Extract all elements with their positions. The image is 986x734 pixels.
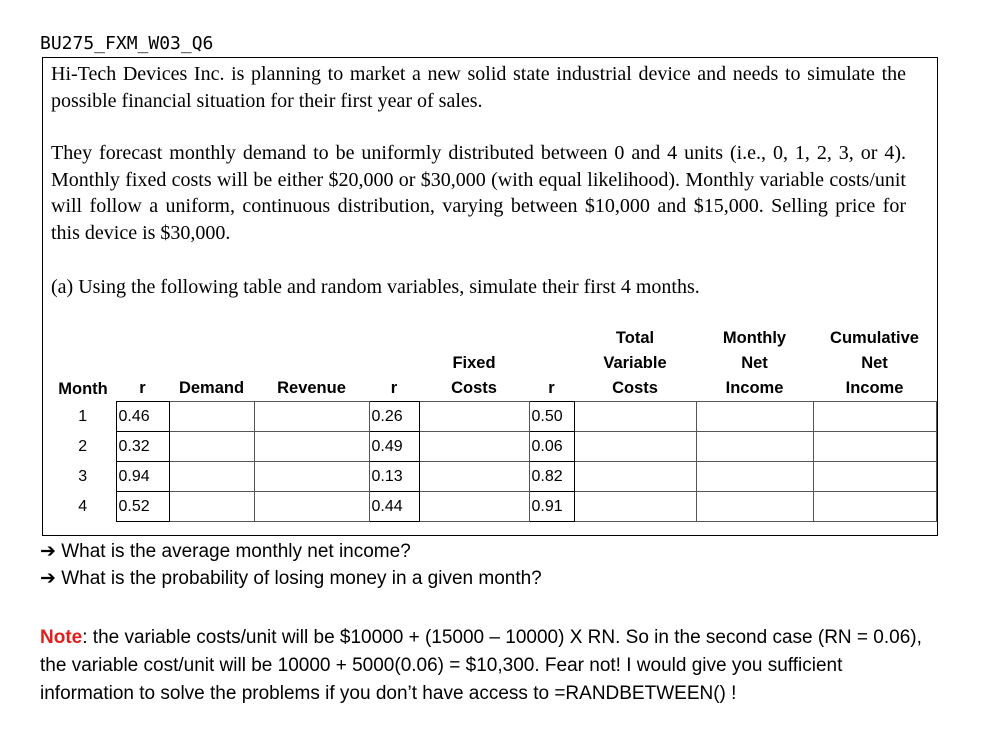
header-line: Net (861, 354, 888, 372)
empty-cell (574, 432, 696, 462)
cell-r3: 0.91 (529, 492, 574, 522)
cell-r2: 0.13 (369, 462, 419, 492)
cell-r1: 0.94 (116, 462, 169, 492)
empty-cell (574, 492, 696, 522)
cell-r1: 0.52 (116, 492, 169, 522)
header-line: Monthly (722, 329, 787, 347)
cell-month: 4 (78, 497, 88, 515)
cell-r1: 0.32 (116, 432, 169, 462)
empty-cell (813, 402, 936, 432)
assumptions-paragraph: They forecast monthly demand to be uniformly distributed between 0 and 4 units (i.e., 0, 1, 2, 3, or 4). Monthly fixed costs will be either $20,000 or $30,000 (with equal likelihood). Monthly variable costs/unit will follow a uniform, continuous distribution, varying between $10,000 and $15,000. Selling price for this device is $30,000. (51, 142, 906, 244)
header-line (50, 352, 116, 377)
cell-r3: 0.50 (529, 402, 574, 432)
header-line (419, 326, 529, 351)
cell-r2: 0.44 (369, 492, 419, 522)
cell-r1: 0.46 (116, 402, 169, 432)
empty-cell (813, 462, 936, 492)
intro-paragraph: Hi-Tech Devices Inc. is planning to market a new solid state industrial device and needs to simulate the possible financial situation for their first year of sales. (51, 63, 906, 112)
header-line: r (139, 379, 146, 397)
column-header (50, 326, 116, 402)
header-line: r (390, 379, 398, 397)
header-line: Cumulative (830, 329, 919, 347)
column-header (369, 326, 419, 402)
empty-cell (813, 432, 936, 462)
header-line: Costs (451, 379, 497, 397)
column-header (116, 326, 169, 402)
column-header (169, 326, 254, 402)
empty-cell (419, 462, 529, 492)
empty-cell (169, 402, 254, 432)
empty-cell (169, 432, 254, 462)
empty-cell (254, 402, 369, 432)
empty-cell (574, 462, 696, 492)
empty-cell (696, 492, 813, 522)
empty-cell (419, 402, 529, 432)
cell-r2: 0.49 (369, 432, 419, 462)
cell-month: 2 (78, 437, 88, 455)
empty-cell (169, 492, 254, 522)
column-header (696, 326, 813, 402)
empty-cell (419, 492, 529, 522)
cell-r2: 0.26 (369, 402, 419, 432)
column-header (254, 326, 369, 402)
table-row (50, 462, 936, 492)
header-line: Costs (612, 379, 658, 397)
header-line (254, 326, 369, 351)
header-line (169, 351, 254, 376)
note (40, 624, 940, 708)
header-line: Total (615, 329, 655, 347)
header-line (116, 326, 169, 351)
header-line (169, 326, 254, 351)
cell-r3: 0.06 (529, 432, 574, 462)
empty-cell (696, 402, 813, 432)
table-row (50, 402, 936, 432)
header-line (369, 351, 419, 376)
part-a-paragraph: (a) Using the following table and random variables, simulate their first 4 months. (51, 276, 700, 298)
empty-cell (696, 462, 813, 492)
column-header (419, 326, 529, 402)
column-header (529, 326, 574, 402)
cell-r3: 0.82 (529, 462, 574, 492)
header-line (529, 326, 574, 351)
empty-cell (813, 492, 936, 522)
column-header (813, 326, 936, 402)
note-text: : the variable costs/unit will be $10000 + (15000 – 10000) X RN. So in the second case (RN = 0.06), the variable cost/unit will be 10000 + 5000(0.06) = $10,300. Fear not! I would give you sufficient information to solve the problems if you don’t have access to =RANDBETWEEN() ! (40, 627, 922, 704)
table-row (50, 492, 936, 522)
header-line: Income (845, 379, 904, 397)
cell-month: 1 (78, 407, 88, 425)
header-line: Variable (603, 354, 667, 372)
header-line: r (548, 379, 555, 397)
empty-cell (169, 462, 254, 492)
question-box (42, 57, 938, 536)
empty-cell (254, 432, 369, 462)
empty-cell (419, 432, 529, 462)
header-line (254, 351, 369, 376)
question-1: ➔ What is the average monthly net income? (40, 541, 411, 562)
simulation-table (50, 326, 937, 522)
header-line: Income (725, 379, 784, 397)
header-line: Month (58, 379, 108, 398)
header-line: Demand (178, 379, 245, 397)
empty-cell (574, 402, 696, 432)
note-label: Note (40, 627, 83, 648)
header-line (369, 326, 419, 351)
header-line (50, 327, 116, 352)
header-line (529, 351, 574, 376)
header-line: Net (741, 354, 768, 372)
empty-cell (696, 432, 813, 462)
column-header (574, 326, 696, 402)
empty-cell (254, 462, 369, 492)
header-line: Revenue (277, 379, 346, 397)
header-line (116, 351, 169, 376)
document-title: BU275_FXM_W03_Q6 (40, 33, 214, 54)
cell-month: 3 (78, 467, 88, 485)
question-2: ➔ What is the probability of losing money in a given month? (40, 568, 542, 589)
table-row (50, 432, 936, 462)
header-line: Fixed (452, 354, 496, 372)
empty-cell (254, 492, 369, 522)
